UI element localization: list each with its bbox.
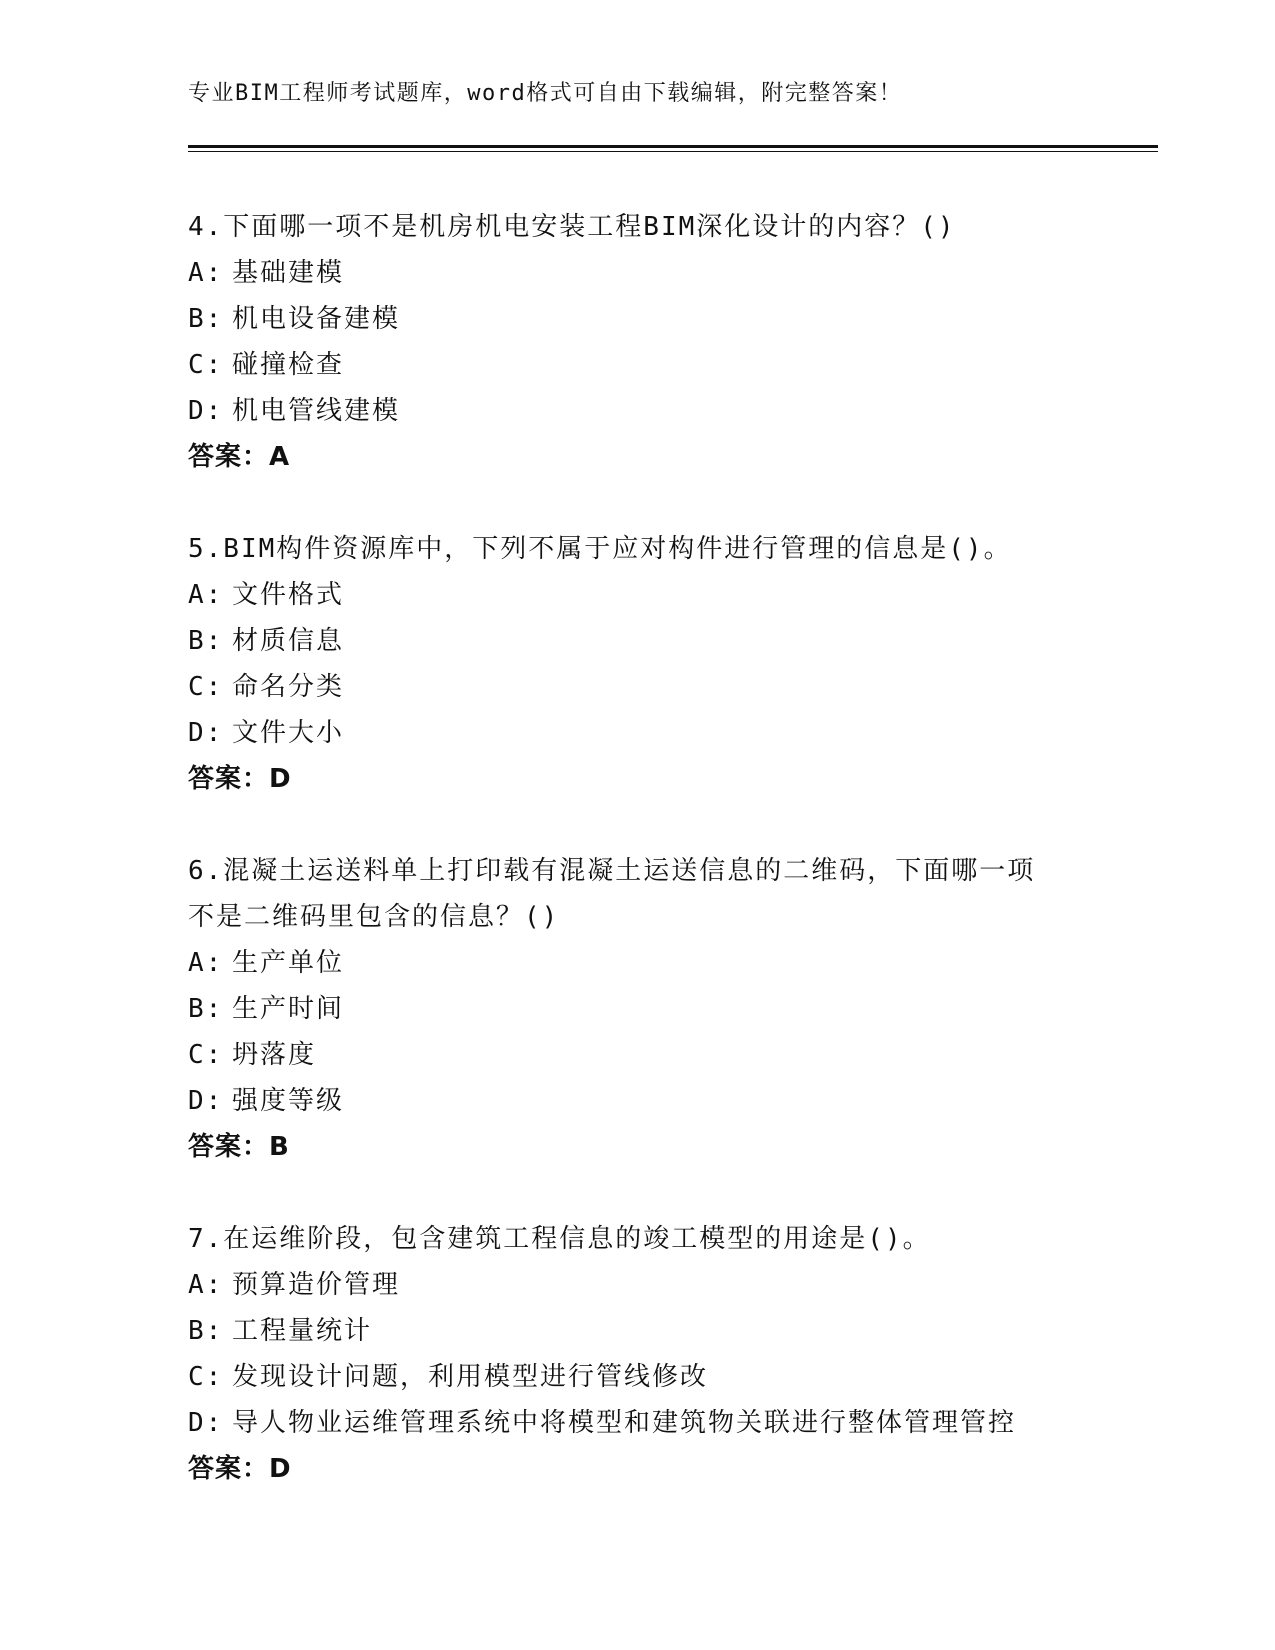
option-text: 机电设备建模 xyxy=(232,304,401,334)
option-key: D: xyxy=(188,1408,224,1438)
question-block xyxy=(188,204,1148,480)
option-key: A: xyxy=(188,258,224,288)
question-block xyxy=(188,1216,1148,1492)
answer-line xyxy=(188,434,1148,480)
answer-label: 答案： xyxy=(188,1454,270,1484)
question-stem xyxy=(188,1216,1148,1262)
answer-option xyxy=(188,342,1148,388)
answer-option xyxy=(188,986,1148,1032)
option-text: 碰撞检查 xyxy=(232,350,345,380)
option-key: C: xyxy=(188,350,224,380)
option-text: 发现设计问题，利用模型进行管线修改 xyxy=(232,1362,709,1392)
answer-label: 答案： xyxy=(188,1132,270,1162)
option-text: 导人物业运维管理系统中将模型和建筑物关联进行整体管理管控 xyxy=(232,1408,1017,1438)
answer-value: B xyxy=(269,1132,290,1162)
option-text: 坍落度 xyxy=(232,1040,317,1070)
option-key: D: xyxy=(188,396,224,426)
option-text: 文件格式 xyxy=(232,580,345,610)
answer-option xyxy=(188,1400,1148,1446)
answer-value: D xyxy=(269,764,292,794)
option-key: D: xyxy=(188,718,224,748)
option-key: A: xyxy=(188,580,224,610)
option-text: 预算造价管理 xyxy=(232,1270,401,1300)
answer-option xyxy=(188,1078,1148,1124)
option-text: 生产单位 xyxy=(232,948,345,978)
option-key: D: xyxy=(188,1086,224,1116)
option-key: B: xyxy=(188,626,224,656)
option-text: 材质信息 xyxy=(232,626,345,656)
answer-option xyxy=(188,1262,1148,1308)
option-key: B: xyxy=(188,994,224,1024)
question-stem xyxy=(188,204,1148,250)
option-text: 机电管线建模 xyxy=(232,396,401,426)
question-stem-line: 7.在运维阶段，包含建筑工程信息的竣工模型的用途是()。 xyxy=(188,1224,931,1254)
option-text: 基础建模 xyxy=(232,258,345,288)
answer-option xyxy=(188,618,1148,664)
answer-option xyxy=(188,664,1148,710)
question-stem xyxy=(188,848,1148,940)
question-stem-line: 5.BIM构件资源库中，下列不属于应对构件进行管理的信息是()。 xyxy=(188,534,1012,564)
question-block xyxy=(188,526,1148,802)
answer-option xyxy=(188,388,1148,434)
answer-option xyxy=(188,572,1148,618)
question-stem-line: 不是二维码里包含的信息？() xyxy=(188,902,560,932)
header-rule-thick xyxy=(188,145,1158,148)
option-text: 工程量统计 xyxy=(232,1316,373,1346)
answer-value: D xyxy=(269,1454,292,1484)
answer-option xyxy=(188,1354,1148,1400)
option-text: 生产时间 xyxy=(232,994,345,1024)
answer-option xyxy=(188,1032,1148,1078)
answer-line xyxy=(188,1124,1148,1170)
answer-line xyxy=(188,756,1148,802)
page-header: 专业BIM工程师考试题库，word格式可自由下载编辑，附完整答案！ xyxy=(188,81,903,106)
option-key: C: xyxy=(188,1040,224,1070)
option-key: A: xyxy=(188,948,224,978)
answer-option xyxy=(188,710,1148,756)
answer-option xyxy=(188,296,1148,342)
question-stem xyxy=(188,526,1148,572)
question-stem-line: 4.下面哪一项不是机房机电安装工程BIM深化设计的内容？() xyxy=(188,212,956,242)
answer-label: 答案： xyxy=(188,764,270,794)
option-text: 强度等级 xyxy=(232,1086,345,1116)
answer-line xyxy=(188,1446,1148,1492)
question-block xyxy=(188,848,1148,1170)
answer-option xyxy=(188,940,1148,986)
option-key: A: xyxy=(188,1270,224,1300)
option-key: B: xyxy=(188,304,224,334)
option-key: C: xyxy=(188,1362,224,1392)
answer-label: 答案： xyxy=(188,442,270,472)
option-key: B: xyxy=(188,1316,224,1346)
question-stem-line: 6.混凝土运送料单上打印载有混凝土运送信息的二维码，下面哪一项 xyxy=(188,856,1036,886)
answer-value: A xyxy=(269,442,291,472)
option-key: C: xyxy=(188,672,224,702)
answer-option xyxy=(188,1308,1148,1354)
option-text: 文件大小 xyxy=(232,718,345,748)
header-rule-thin xyxy=(188,151,1158,152)
option-text: 命名分类 xyxy=(232,672,345,702)
answer-option xyxy=(188,250,1148,296)
question-list xyxy=(188,204,1148,1538)
